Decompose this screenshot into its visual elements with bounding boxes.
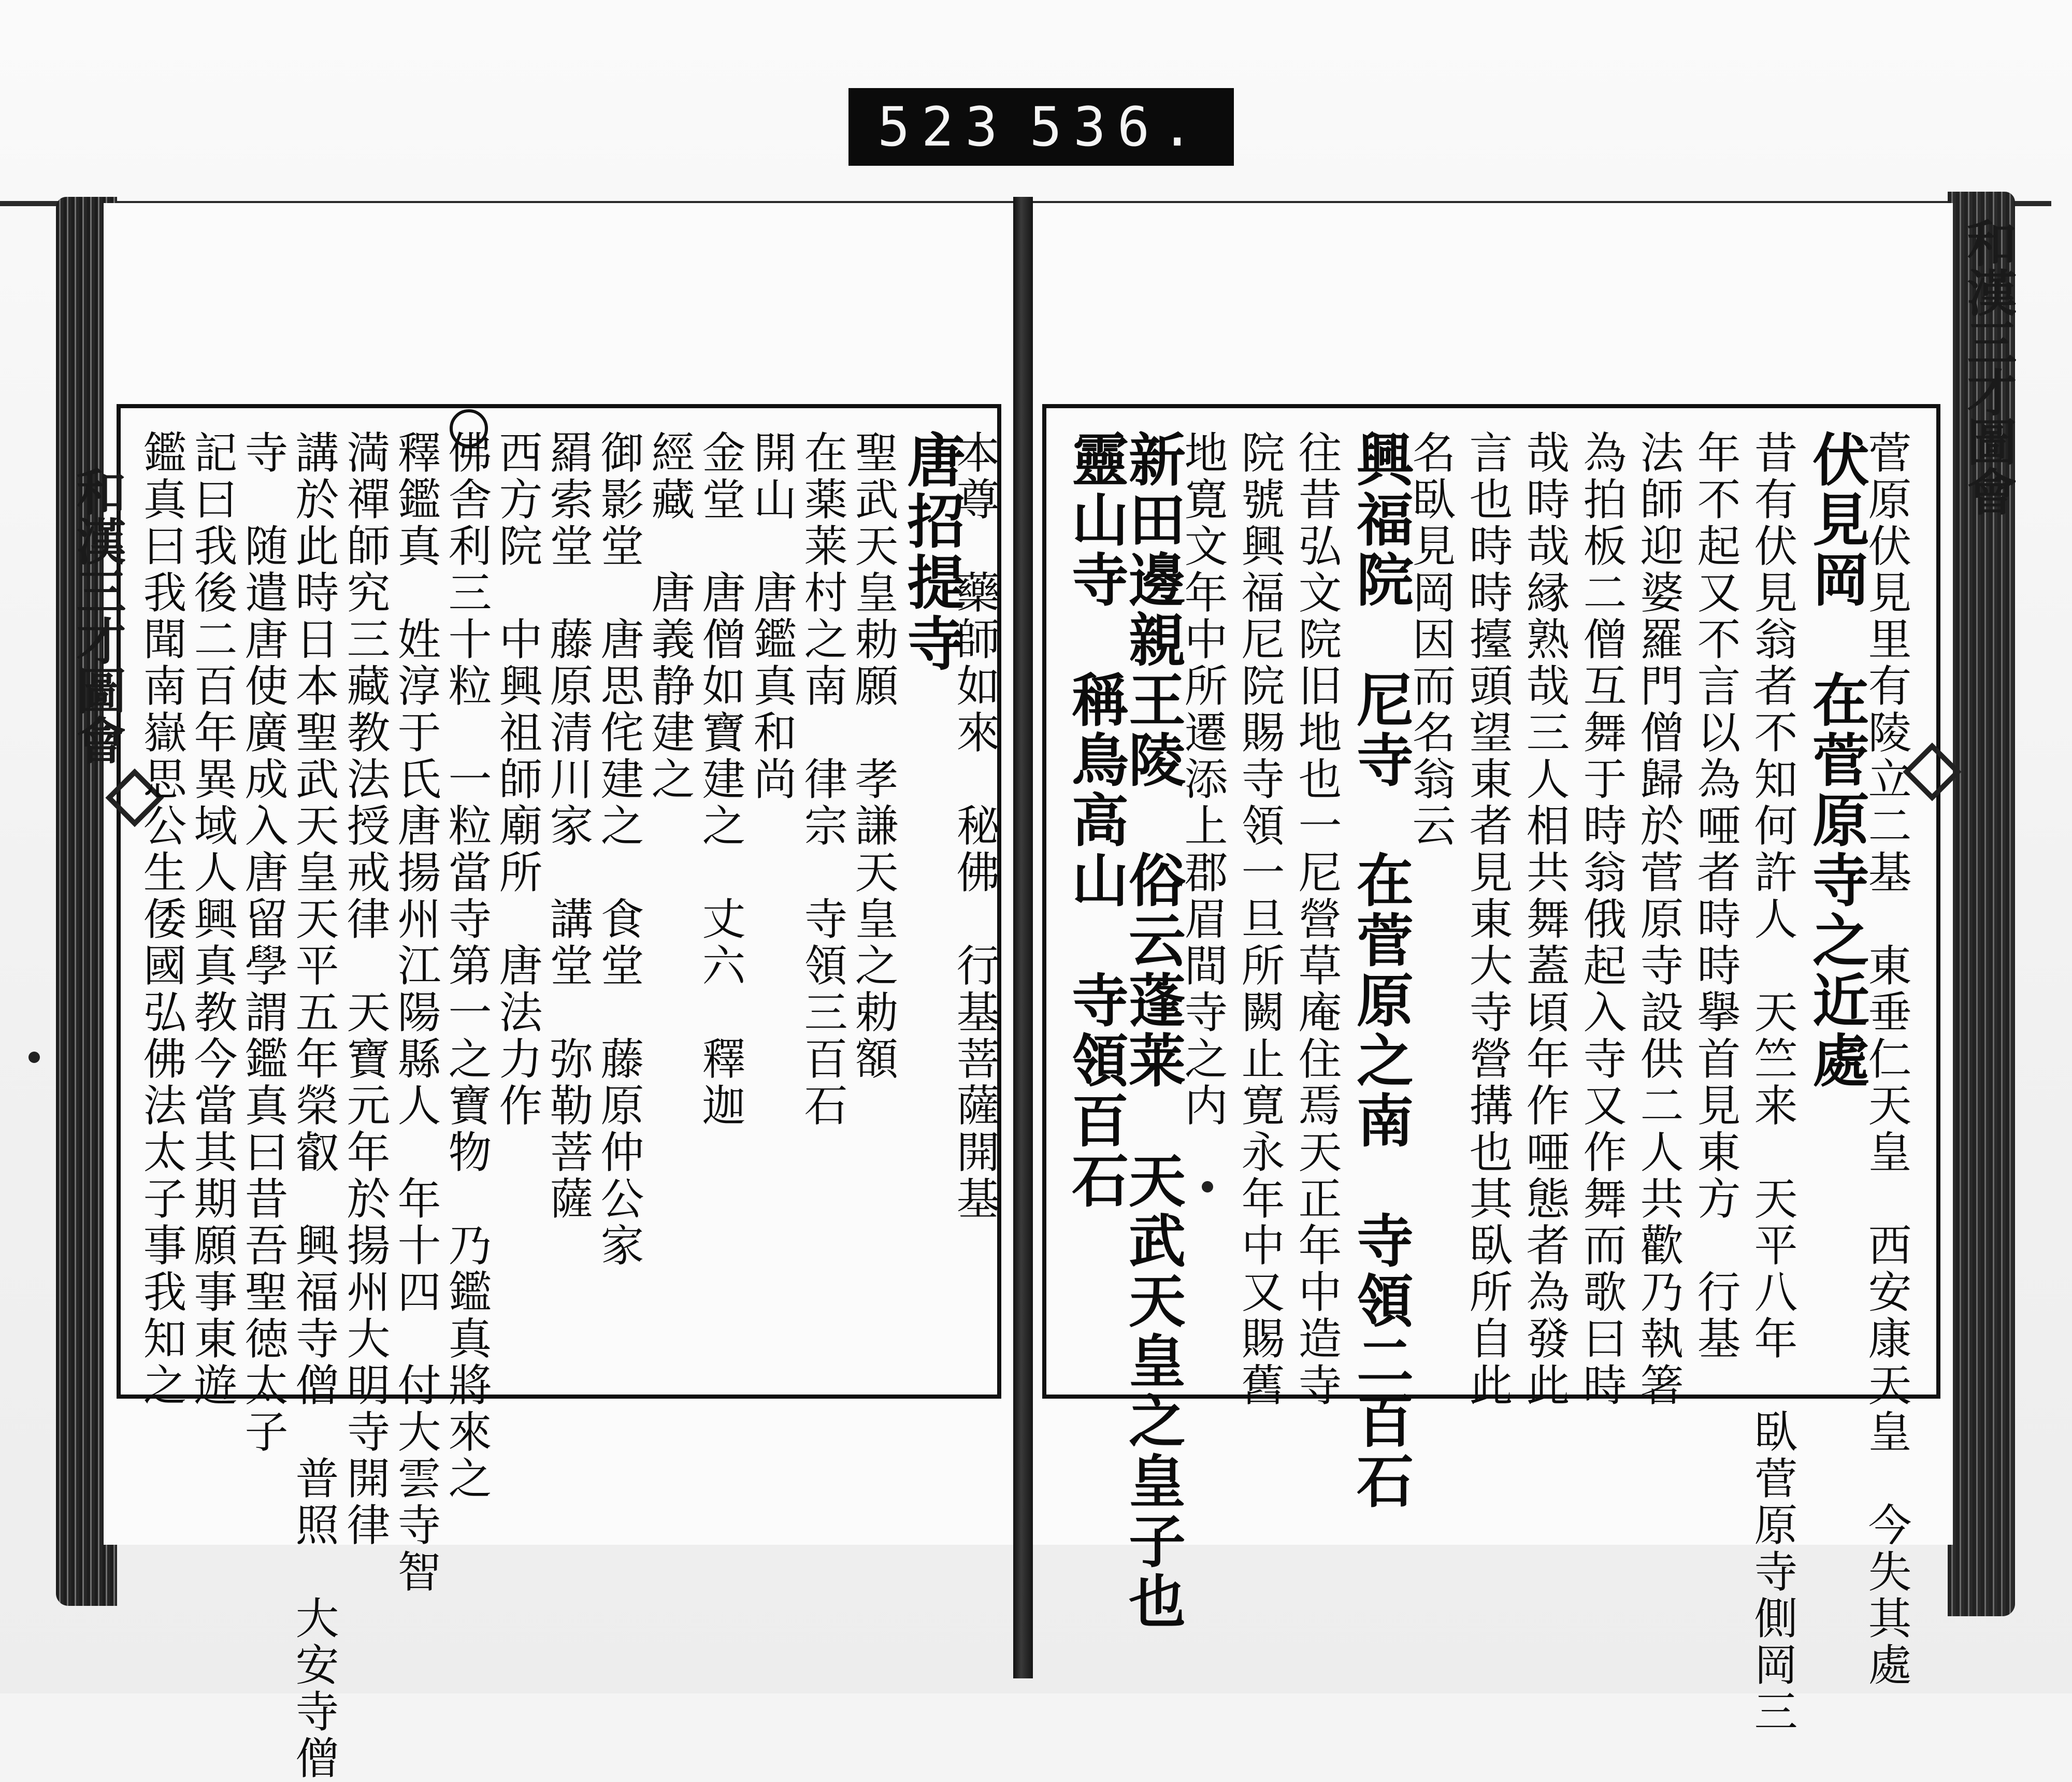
left-spine-fragment: 和漢三才圖會 xyxy=(68,466,127,765)
right-page-column: 靈山寺 稱鳥高山 寺領百石 xyxy=(1062,430,1129,1211)
left-page-column: 満禪師究三藏教法授戒律 天寶元年於揚州大明寺開律 xyxy=(340,430,391,1549)
right-page-column: 哉時哉縁熟哉三人相共舞蓋頃年作唖態者為發此 xyxy=(1519,430,1570,1409)
right-page-column: 昔有伏見翁者不知何許人 天竺来 天平八年 臥菅原寺側岡三 xyxy=(1747,430,1798,1735)
left-page-column: 經藏 唐義静建之 xyxy=(644,430,695,803)
ink-dot xyxy=(1202,1181,1213,1192)
left-page-column: 御影堂 唐思侘建之 食堂 藤原仲公家 xyxy=(594,430,644,1269)
left-page-column: 在薬莱村之南 律宗 寺領三百石 xyxy=(797,430,848,1129)
right-page-column: 伏見岡 在菅原寺之近處 xyxy=(1803,430,1870,1091)
left-page-column: 釋鑑真 姓淳于氏唐揚州江陽縣人 年十四 付大雲寺智 xyxy=(391,430,441,1596)
ink-dot xyxy=(28,1052,40,1063)
left-page-column: 寺 随遣唐使廣成入唐留學謂鑑真曰昔吾聖徳太子 xyxy=(238,430,289,1456)
left-page-column: 唐招提寺 xyxy=(898,430,966,674)
left-page-column: 開山 唐鑑真和尚 xyxy=(746,430,797,803)
right-spine-fragment: 和漢三才圖會 xyxy=(1959,218,2018,516)
book-gutter xyxy=(1013,197,1033,1678)
left-page-column: 佛舎利三十粒 一粒當寺第一之寶物 乃鑑真將來之 xyxy=(441,430,492,1502)
left-page-column: 記曰我後二百年異域人興真教今當其期願事東遊 xyxy=(187,430,238,1409)
right-page-column: 菅原伏見里有陵立二基 東垂仁天皇 西安康天皇 今失其處 xyxy=(1861,430,1912,1689)
left-page-column: 聖武天皇勅願 孝謙天皇之勅額 xyxy=(848,430,899,1083)
right-page-column: 法師迎婆羅門僧歸於菅原寺設供二人共歡乃執箸 xyxy=(1633,430,1684,1409)
left-page-column: 羂索堂 藤原清川家 講堂 弥勒菩薩 xyxy=(543,430,594,1223)
right-page-column: 地寛文年中所遷添上郡眉間寺之内 xyxy=(1177,430,1228,1129)
right-page-column: 言也時時擡頭望東者見東大寺營搆也其臥所自此 xyxy=(1462,430,1513,1409)
right-page-column: 為拍板二僧互舞于時翁俄起入寺又作舞而歌曰時 xyxy=(1576,430,1627,1409)
right-page-column: 往昔弘文院旧地也一尼營草庵住焉天正年中造寺 xyxy=(1291,430,1342,1409)
left-page-column: 金堂 唐僧如寶建之 丈六 釋迦 xyxy=(695,430,746,1129)
call-number-left: 523 xyxy=(877,95,1009,159)
left-page-column: 西方院 中興祖師廟所 唐法力作 xyxy=(492,430,543,1129)
right-page-column: 新田邊親王陵 俗云蓬莱 天武天皇之皇子也 xyxy=(1119,430,1186,1632)
right-page-column: 院號興福尼院賜寺領一旦所闕止寛永年中又賜舊 xyxy=(1234,430,1285,1409)
left-page-column: 講於此時日本聖武天皇天平五年榮叡 興福寺僧 普照 大安寺僧 xyxy=(289,430,339,1782)
left-page-column: 本尊 藥師如來 秘佛 行基菩薩開基 xyxy=(949,430,1000,1223)
call-number-right: 536. xyxy=(1029,95,1205,159)
call-number-label xyxy=(848,88,1234,166)
right-page-column: 名臥見岡因而名翁云 xyxy=(1405,430,1456,850)
right-page-column: 年不起又不言以為唖者時時擧首見東方 行基 xyxy=(1690,430,1741,1362)
left-page-column: 鑑真曰我聞南嶽思公生倭國弘佛法太子事我知之 xyxy=(136,430,187,1409)
right-page-column: 興福院 尼寺 在菅原之南 寺領二百石 xyxy=(1347,430,1414,1512)
